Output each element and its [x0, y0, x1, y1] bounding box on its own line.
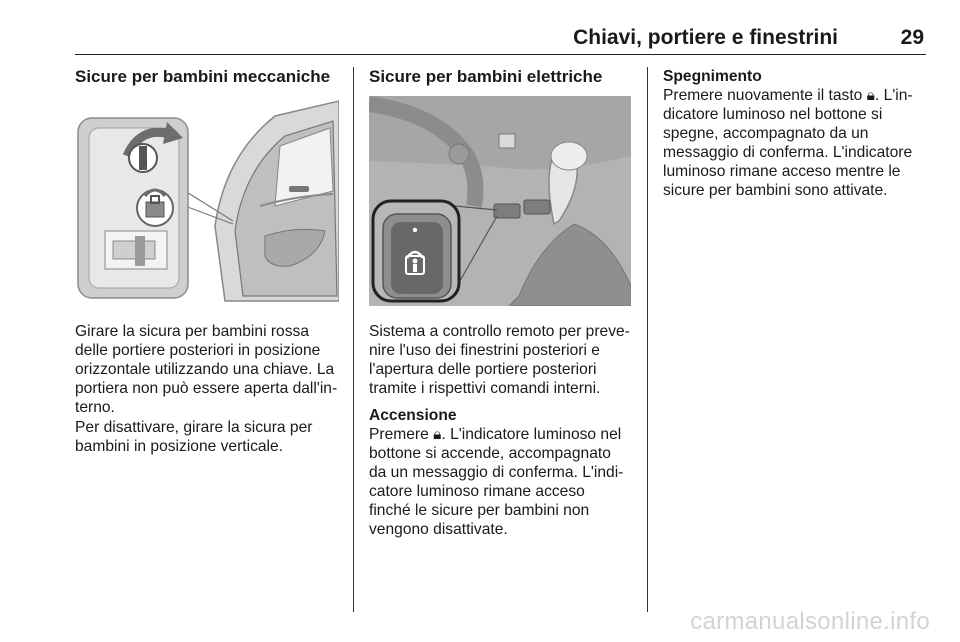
figure-electric-child-lock: [369, 96, 631, 306]
column-divider-1: [353, 67, 354, 612]
page-number: 29: [900, 26, 924, 49]
col2-paragraph-2: Premere 🔒︎. L'indicatore luminoso nel bottone si accende, accompagnato da un messaggio di conferma. L'indi- catore luminoso rimane acceso finché le sicure per bambini non vengono disattivate.: [369, 426, 624, 538]
col2-subheading-accensione: Accensione: [369, 407, 457, 424]
page-header-title: Chiavi, portiere e finestrini: [573, 26, 838, 49]
figure-mechanical-child-lock: [75, 96, 339, 306]
header-rule: [75, 54, 926, 55]
col1-paragraph-2: Per disattivare, girare la sicura per bambini in posizione verticale.: [75, 419, 313, 455]
section-heading-electric: Sicure per bambini elettriche: [369, 67, 603, 86]
col1-paragraph-1: Girare la sicura per bambini rossa delle portiere posteriori in posizione orizzontale utilizzando una chiave. La portiera non può essere aperta dall'in- terno.: [75, 323, 338, 416]
section-heading-mechanical: Sicure per bambini meccaniche: [75, 67, 331, 86]
electric-child-lock-button-illustration: [369, 96, 631, 306]
column-divider-2: [647, 67, 648, 612]
col2-paragraph-1: Sistema a controllo remoto per preve- nire l'uso dei finestrini posteriori e l'apertura delle portiere posteriori tramite i rispettivi comandi interni.: [369, 323, 630, 397]
col3-subheading-spegnimento: Spegnimento: [663, 68, 762, 85]
watermark: carmanualsonline.info: [690, 608, 930, 635]
mechanical-child-lock-illustration: [75, 96, 339, 306]
col3-paragraph-1: Premere nuovamente il tasto 🔒︎. L'in- dicatore luminoso nel bottone si spegne, accompagnato da un messaggio di conferma. L'indicatore luminoso rimane acceso mentre le sicure per bambini sono attivate.: [663, 87, 913, 199]
